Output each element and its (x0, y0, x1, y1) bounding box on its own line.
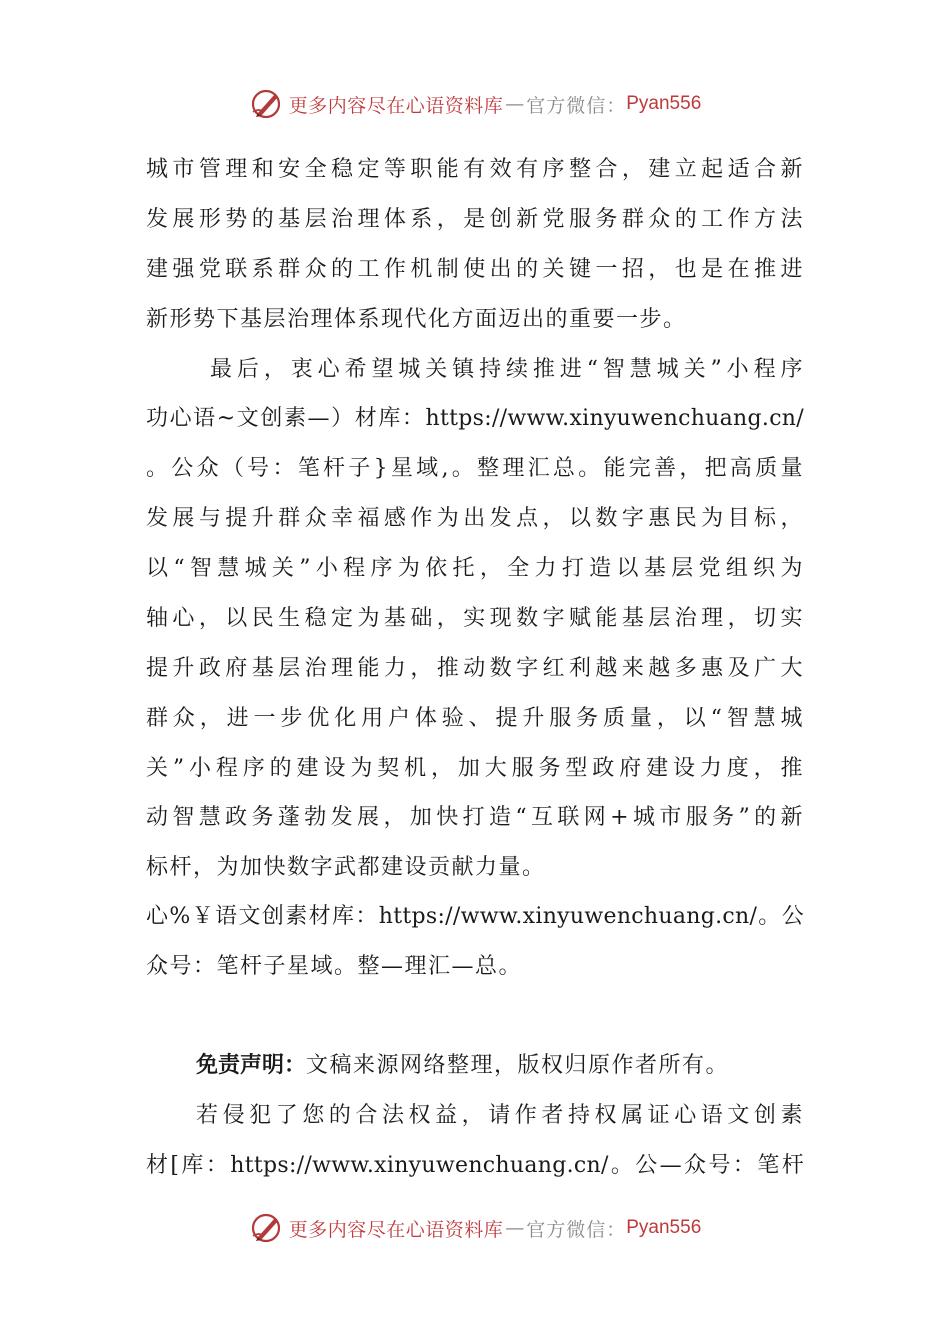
header-banner (0, 82, 950, 126)
disclaimer-line-2: 若侵犯了您的合法权益，请作者持权属证心语文创素 (196, 1103, 804, 1128)
pen-logo-icon (249, 86, 285, 122)
body-line: 轴心，以民生稳定为基础，实现数字赋能基层治理，切实 (146, 606, 804, 631)
footer-banner (0, 1206, 950, 1250)
body-line: 标杆，为加快数字武都建设贡献力量。 (146, 855, 546, 880)
body-line: 众号：笔杆子星域。整—理汇—总。 (146, 954, 523, 979)
body-line: 提升政府基层治理能力，推动数字红利越来越多惠及广大 (146, 656, 804, 681)
body-line: 关”小程序的建设为契机，加大服务型政府建设力度，推 (146, 756, 804, 781)
disclaimer-label: 免责声明： (196, 1053, 307, 1078)
body-line: 动智慧政务蓬勃发展，加快打造“互联网+城市服务”的新 (146, 805, 804, 830)
banner-wechat-id: Pyan556 (626, 93, 702, 114)
body-line: 群众，进一步优化用户体验、提升服务质量，以“智慧城 (146, 706, 804, 731)
pen-logo-icon (249, 1210, 285, 1246)
banner-dash: — (505, 93, 525, 115)
body-line: 城市管理和安全稳定等职能有效有序整合，建立起适合新 (146, 157, 804, 182)
banner-title: 更多内容尽在心语资料库 (288, 1218, 504, 1241)
banner-title: 更多内容尽在心语资料库 (288, 94, 504, 117)
body-line: 最后，衷心希望城关镇持续推进“智慧城关”小程序 (210, 357, 804, 382)
disclaimer-text: 文稿来源网络整理，版权归原作者所有。 (306, 1053, 730, 1078)
body-line: 以“智慧城关”小程序为依托，全力打造以基层党组织为 (146, 556, 804, 581)
disclaimer-line-3: 材[库：https://www.xinyuwenchuang.cn/。公—众号：笔杆 (146, 1153, 804, 1178)
body-line: 建强党联系群众的工作机制使出的关键一招，也是在推进 (146, 257, 804, 282)
banner-wechat-id: Pyan556 (626, 1217, 702, 1238)
body-line: 心%￥语文创素材库：https://www.xinyuwenchuang.cn/。公 (146, 904, 804, 929)
body-line: 发展形势的基层治理体系，是创新党服务群众的工作方法 (146, 207, 804, 232)
disclaimer-line (196, 1049, 804, 1083)
body-line: 新形势下基层治理体系现代化方面迈出的重要一步。 (146, 307, 687, 332)
banner-dash: — (505, 1217, 525, 1239)
body-line: 。公众（号：笔杆子}星域,。整理汇总。能完善，把高质量 (146, 456, 804, 481)
body-line: 功心语~文创素—）材库：https://www.xinyuwenchuang.cn/ (146, 406, 804, 431)
banner-subtitle: 官方微信： (526, 94, 627, 117)
banner-subtitle: 官方微信： (526, 1218, 627, 1241)
body-line: 发展与提升群众幸福感作为出发点，以数字惠民为目标， (146, 506, 804, 531)
